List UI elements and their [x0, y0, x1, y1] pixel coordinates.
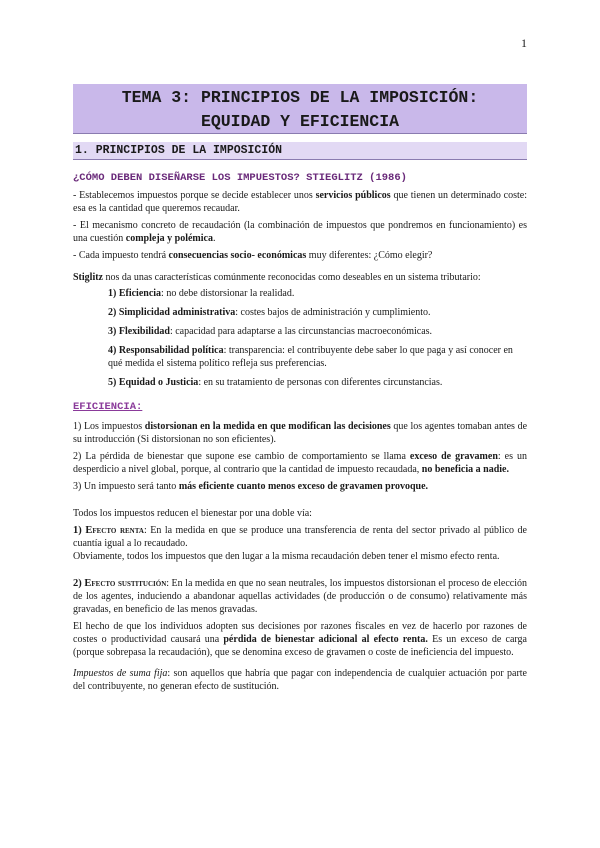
- principle-item: 1) Eficiencia: no debe distorsionar la realidad.: [108, 288, 295, 299]
- principle-item: 2) Simplicidad administrativa: costes bajos de administración y cumplimiento.: [108, 307, 431, 318]
- principles-list: [73, 287, 527, 389]
- subheading: ¿CÓMO DEBEN DISEÑARSE LOS IMPUESTOS? STIEGLITZ (1986): [73, 172, 407, 184]
- efficiency-heading: EFICIENCIA:: [73, 401, 143, 413]
- intro-paragraph-2: - El mecanismo concreto de recaudación (la combinación de impuestos que pondremos en funcionamiento) es una cuestión compleja y polémica.: [73, 220, 527, 244]
- title-line-1: TEMA 3: PRINCIPIOS DE LA IMPOSICIÓN:: [121, 88, 479, 107]
- double-way-paragraph: Todos los impuestos reducen el bienestar por una doble vía:: [73, 508, 312, 519]
- title-line-2: EQUIDAD Y EFICIENCIA: [200, 112, 400, 131]
- substitution-effect-paragraph: 2) Efecto sustitución: En la medida en que no sean neutrales, los impuestos distorsionan el proceso de elección de los agentes, induciendo a abandonar aquellas actividades (de producción o de consumo) relativamente más gravadas, en beneficio de las menos gravadas.: [73, 578, 527, 615]
- efficiency-paragraph-2: 2) La pérdida de bienestar que supone ese cambio de comportamiento se llama exceso de gravamen: es un desperdicio a nivel global, porque, al contrario que la cantidad de impuesto recaudada, no beneficia a nadie.: [73, 451, 528, 475]
- document-title: [73, 84, 527, 134]
- stiglitz-paragraph: Stiglitz nos da unas características comúnmente reconocidas como deseables en un sistema tributario:: [73, 272, 481, 283]
- income-effect-note: Obviamente, todos los impuestos que den lugar a la misma recaudación deben tener el mismo efecto renta.: [73, 551, 500, 562]
- principle-item: 3) Flexibilidad: capacidad para adaptarse a las circunstancias macroeconómicas.: [108, 326, 433, 337]
- intro-paragraph-3: - Cada impuesto tendrá consecuencias socio- económicas muy diferentes: ¿Cómo elegir?: [73, 250, 433, 261]
- intro-paragraph-1: - Establecemos impuestos porque se decide establecer unos servicios públicos que tienen un determinado coste: esa es la cantidad que queremos recaudar.: [73, 190, 527, 214]
- efficiency-paragraph-3: 3) Un impuesto será tanto más eficiente cuanto menos exceso de gravamen provoque.: [73, 481, 429, 492]
- document-body: [73, 172, 527, 697]
- principle-item: 4) Responsabilidad política: transparencia: el contribuyente debe saber lo que paga y así conocer en qué medida el sistema político refleja sus preferencias.: [108, 345, 513, 369]
- page-number: 1: [521, 36, 527, 50]
- efficiency-paragraph-1: 1) Los impuestos distorsionan en la medida en que modifican las decisiones que los agentes tomaban antes de su introducción (Si distorsionan no son eficientes).: [73, 421, 528, 445]
- income-effect-paragraph: 1) Efecto renta: En la medida en que se produce una transferencia de renta del sector privado al público de cuantía igual a lo recaudado.: [73, 525, 527, 549]
- section-heading: 1. PRINCIPIOS DE LA IMPOSICIÓN: [73, 142, 527, 160]
- lump-sum-paragraph: Impuestos de suma fija: son aquellos que habría que pagar con independencia de cualquier actuación por parte del contribuyente, no generan efecto de sustitución.: [73, 668, 527, 692]
- substitution-effect-paragraph-2: El hecho de que los individuos adopten sus decisiones por razones fiscales en vez de hacerlo por razones de costes o productividad causará una pérdida de bienestar adicional al efecto renta. Es un exceso de carga (porque sobrepasa la recaudación), que se denomina exceso de gravamen o coste de ineficiencia del impuesto.: [73, 621, 527, 658]
- principle-item: 5) Equidad o Justicia: en su tratamiento de personas con diferentes circunstancias.: [108, 377, 443, 388]
